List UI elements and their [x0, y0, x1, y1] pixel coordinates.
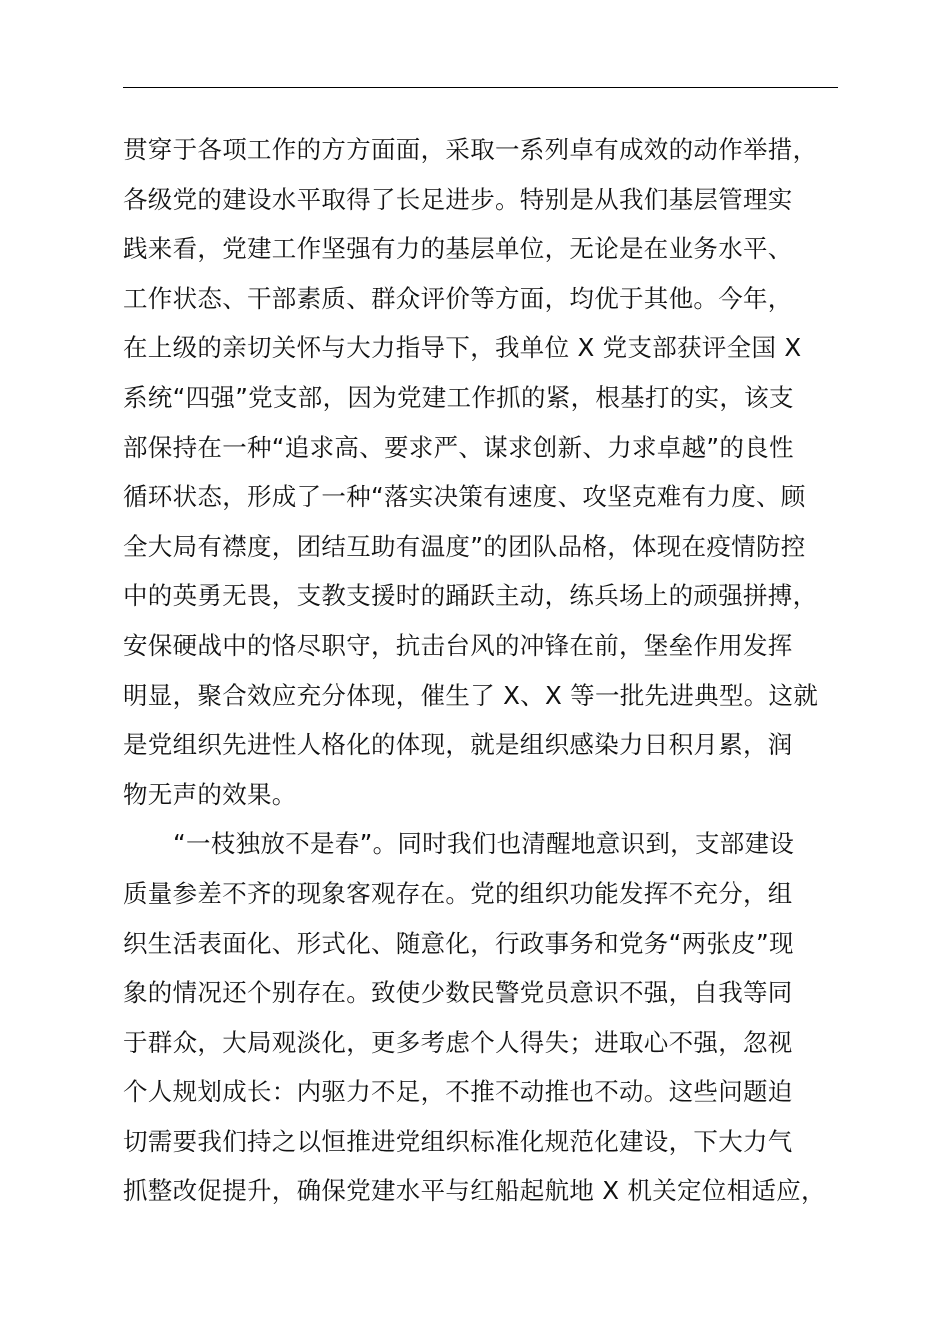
text-line: 切需要我们持之以恒推进党组织标准化规范化建设，下大力气 — [123, 1126, 793, 1156]
text-line: 织生活表面化、形式化、随意化，行政事务和党务“两张皮”现 — [123, 928, 794, 958]
header-rule — [123, 87, 838, 88]
text-line: 循环状态，形成了一种“落实决策有速度、攻坚克难有力度、顾 — [123, 482, 806, 512]
text-line: 全大局有襟度，团结互助有温度”的团队品格，体现在疫情防控 — [123, 531, 806, 561]
text-line: 中的英勇无畏，支教支援时的踊跃主动，练兵场上的顽强拼搏， — [123, 581, 818, 611]
text-line: 是党组织先进性人格化的体现，就是组织感染力日积月累，润 — [123, 730, 793, 760]
text-line: 于群众，大局观淡化，更多考虑个人得失；进取心不强，忽视 — [123, 1027, 793, 1057]
text-line: 物无声的效果。 — [123, 779, 297, 809]
text-line: 贯穿于各项工作的方方面面，采取一系列卓有成效的动作举措， — [123, 135, 818, 164]
text-line: 践来看，党建工作坚强有力的基层单位，无论是在业务水平、 — [123, 234, 793, 264]
text-line: 在上级的亲切关怀与大力指导下，我单位 X 党支部获评全国 X — [123, 333, 802, 363]
text-line: 安保硬战中的恪尽职守，抗击台风的冲锋在前，堡垒作用发挥 — [123, 630, 793, 660]
text-line: 部保持在一种“追求高、要求严、谋求创新、力求卓越”的良性 — [123, 432, 794, 462]
text-line: 明显，聚合效应充分体现，催生了 X、X 等一批先进典型。这就 — [123, 680, 819, 710]
text-line: 象的情况还个别存在。致使少数民警党员意识不强，自我等同 — [123, 978, 793, 1008]
text-line: 抓整改促提升，确保党建水平与红船起航地 X 机关定位相适应， — [123, 1176, 826, 1206]
text-line: 各级党的建设水平取得了长足进步。特别是从我们基层管理实 — [123, 184, 793, 214]
text-line: 系统“四强”党支部，因为党建工作抓的紧，根基打的实，该支 — [123, 382, 794, 412]
text-line: 工作状态、干部素质、群众评价等方面，均优于其他。今年， — [123, 283, 793, 313]
body-text — [123, 125, 863, 1216]
paragraph-first-line: “一枝独放不是春”。同时我们也清醒地意识到，支部建设 — [173, 829, 795, 859]
text-line: 质量参差不齐的现象客观存在。党的组织功能发挥不充分，组 — [123, 878, 793, 908]
text-line: 个人规划成长：内驱力不足，不推不动推也不动。这些问题迫 — [123, 1077, 793, 1107]
